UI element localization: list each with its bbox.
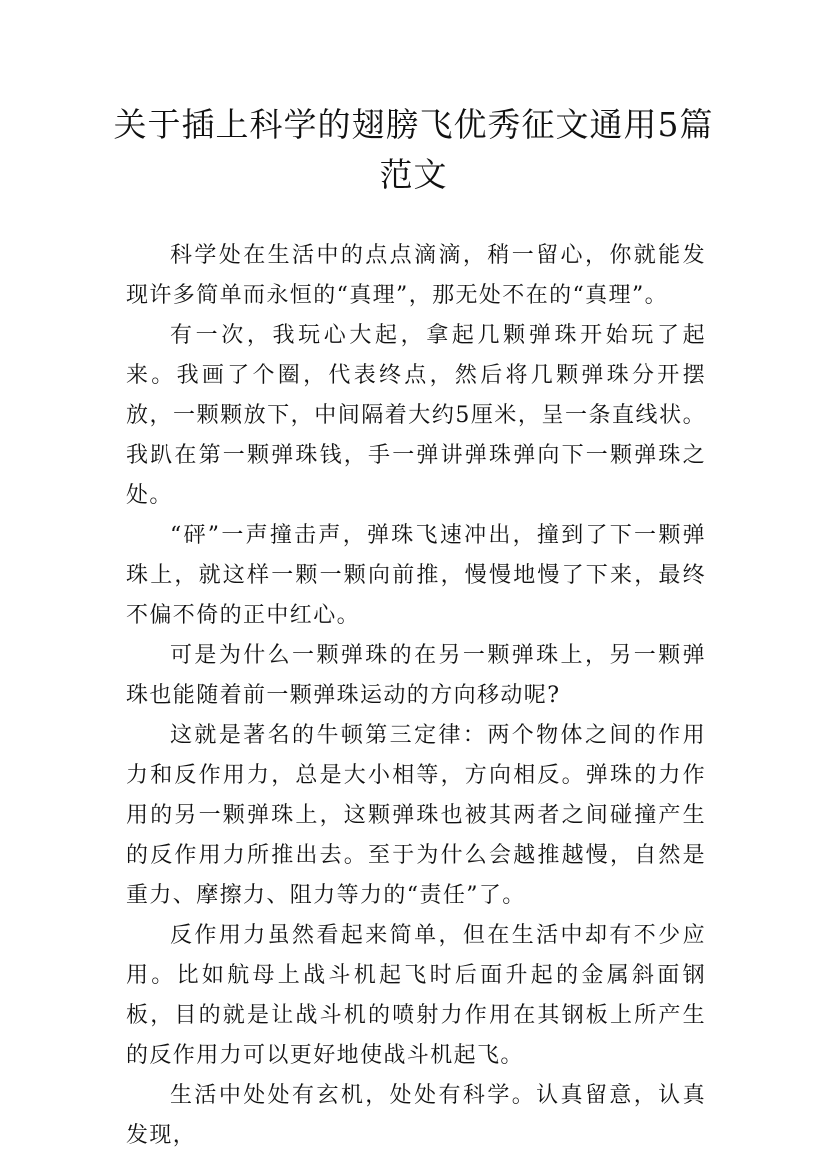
paragraph: “砰”一声撞击声，弹珠飞速冲出，撞到了下一颗弹珠上，就这样一颗一颗向前推，慢慢地慢了下来，最终不偏不倚的正中红心。 <box>126 523 706 628</box>
paragraph: 反作用力虽然看起来简单，但在生活中却有不少应用。比如航母上战斗机起飞时后面升起的金属斜面钢板，目的就是让战斗机的喷射力作用在其钢板上所产生的反作用力可以更好地使战斗机起飞。 <box>126 923 706 1068</box>
paragraph: 科学处在生活中的点点滴滴，稍一留心，你就能发现许多简单而永恒的“真理”，那无处不在的“真理”。 <box>126 243 706 308</box>
document-body <box>126 236 706 1156</box>
paragraph: 这就是著名的牛顿第三定律：两个物体之间的作用力和反作用力，总是大小相等，方向相反。弹珠的力作用的另一颗弹珠上，这颗弹珠也被其两者之间碰撞产生的反作用力所推出去。至于为什么会越推越慢，自然是重力、摩擦力、阻力等力的“责任”了。 <box>126 723 706 908</box>
document-title: 关于插上科学的翅膀飞优秀征文通用5篇范文 <box>113 105 714 194</box>
paragraph: 生活中处处有玄机，处处有科学。认真留意，认真发现， <box>126 1083 706 1148</box>
paragraph: 可是为什么一颗弹珠的在另一颗弹珠上，另一颗弹珠也能随着前一颗弹珠运动的方向移动呢? <box>126 643 706 708</box>
paragraph: 有一次，我玩心大起，拿起几颗弹珠开始玩了起来。我画了个圈，代表终点，然后将几颗弹珠分开摆放，一颗颗放下，中间隔着大约5厘米，呈一条直线状。我趴在第一颗弹珠钱，手一弹讲弹珠弹向下一颗弹珠之处。 <box>126 323 706 508</box>
